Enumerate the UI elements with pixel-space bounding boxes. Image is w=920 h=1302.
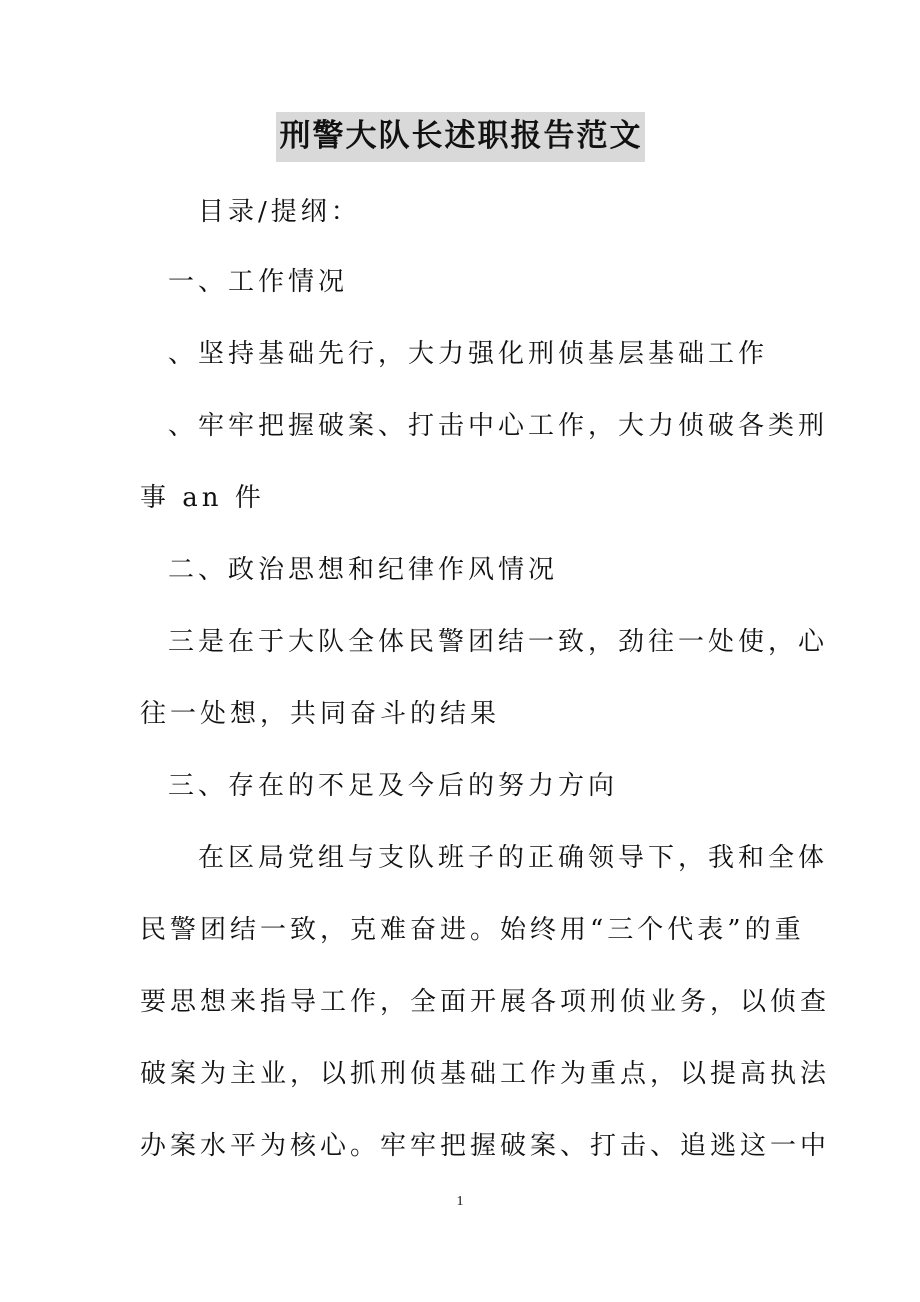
toc-item-case-solving: 、牢牢把握破案、打击中心工作，大力侦破各类刑 <box>168 411 829 441</box>
body-paragraph-line: 要思想来指导工作，全面开展各项刑侦业务，以侦查 <box>140 987 831 1017</box>
body-paragraph-line: 破案为主业，以抓刑侦基础工作为重点，以提高执法 <box>140 1059 831 1089</box>
body-paragraph-line: 民警团结一致，克难奋进。始终用“三个代表”的重 <box>140 915 805 945</box>
toc-heading: 目录/提纲： <box>198 197 361 227</box>
document-title: 刑警大队长述职报告范文 <box>276 112 645 162</box>
title-container <box>0 112 920 162</box>
body-paragraph-line: 办案水平为核心。牢牢把握破案、打击、追逃这一中 <box>140 1131 831 1161</box>
toc-item-case-solving-cont: 事 an 件 <box>140 483 265 513</box>
toc-item-work-status: 一、工作情况 <box>168 267 349 297</box>
toc-item-basic-work: 、坚持基础先行，大力强化刑侦基层基础工作 <box>168 339 769 369</box>
body-paragraph-line: 在区局党组与支队班子的正确领导下，我和全体 <box>198 843 829 873</box>
toc-item-unity: 三是在于大队全体民警团结一致，劲往一处使，心 <box>168 627 829 657</box>
page-number: 1 <box>456 1194 464 1209</box>
toc-item-political: 二、政治思想和纪律作风情况 <box>168 555 559 585</box>
toc-item-unity-cont: 往一处想，共同奋斗的结果 <box>140 699 501 729</box>
toc-item-shortcomings: 三、存在的不足及今后的努力方向 <box>168 771 619 801</box>
